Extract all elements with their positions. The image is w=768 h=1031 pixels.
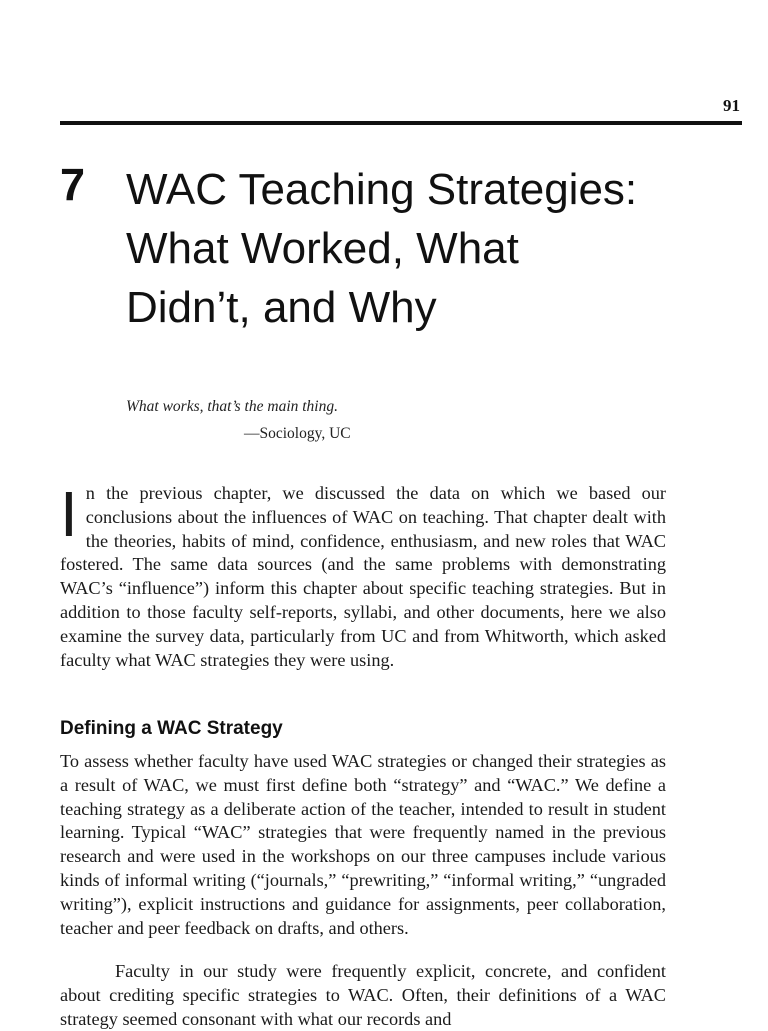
epigraph-quote: What works, that’s the main thing. [126, 398, 338, 415]
page-number: 91 [723, 96, 740, 115]
chapter-number: 7 [60, 159, 86, 210]
body-paragraph-1 [60, 478, 666, 672]
body-paragraph-2: To assess whether faculty have used WAC strategies or changed their strategies as a result of WAC, we must first define both “strategy” and “WAC.” We define a teaching strategy as a deliberate action of the teacher, intended to result in student learning. Typical “WAC” strategies that were frequently named in the previous research and were used in the workshops on our three campuses include various kinds of informal writing (“journals,” “prewriting,” “informal writing,” “ungraded writing”), explicit instructions and guidance for assignments, peer collaboration, teacher and peer feedback on drafts, and others. [60, 751, 666, 938]
chapter-title: WAC Teaching Strategies: What Worked, What Didn’t, and Why [126, 165, 638, 332]
header-rule [60, 121, 742, 125]
epigraph-attribution: —Sociology, UC [244, 425, 351, 442]
drop-cap: I [60, 478, 78, 550]
paragraph-1-text: n the previous chapter, we discussed the data on which we based our conclusions about the influences of WAC on teaching. That chapter dealt with the theories, habits of mind, confidence, enthusiasm, and new roles that WAC fostered. The same data sources (and the same problems with demonstrating WAC’s “influence”) inform this chapter about specific teaching strategies. But in addition to those faculty self-reports, syllabi, and other documents, here we also examine the survey data, particularly from UC and from Whitworth, which asked faculty what WAC strategies they were using. [60, 483, 666, 670]
body-paragraph-3: Faculty in our study were frequently explicit, concrete, and confident about crediting specific strategies to WAC. Often, their definitions of a WAC strategy seemed consonant with what our records and [60, 961, 666, 1029]
section-heading: Defining a WAC Strategy [60, 718, 283, 739]
